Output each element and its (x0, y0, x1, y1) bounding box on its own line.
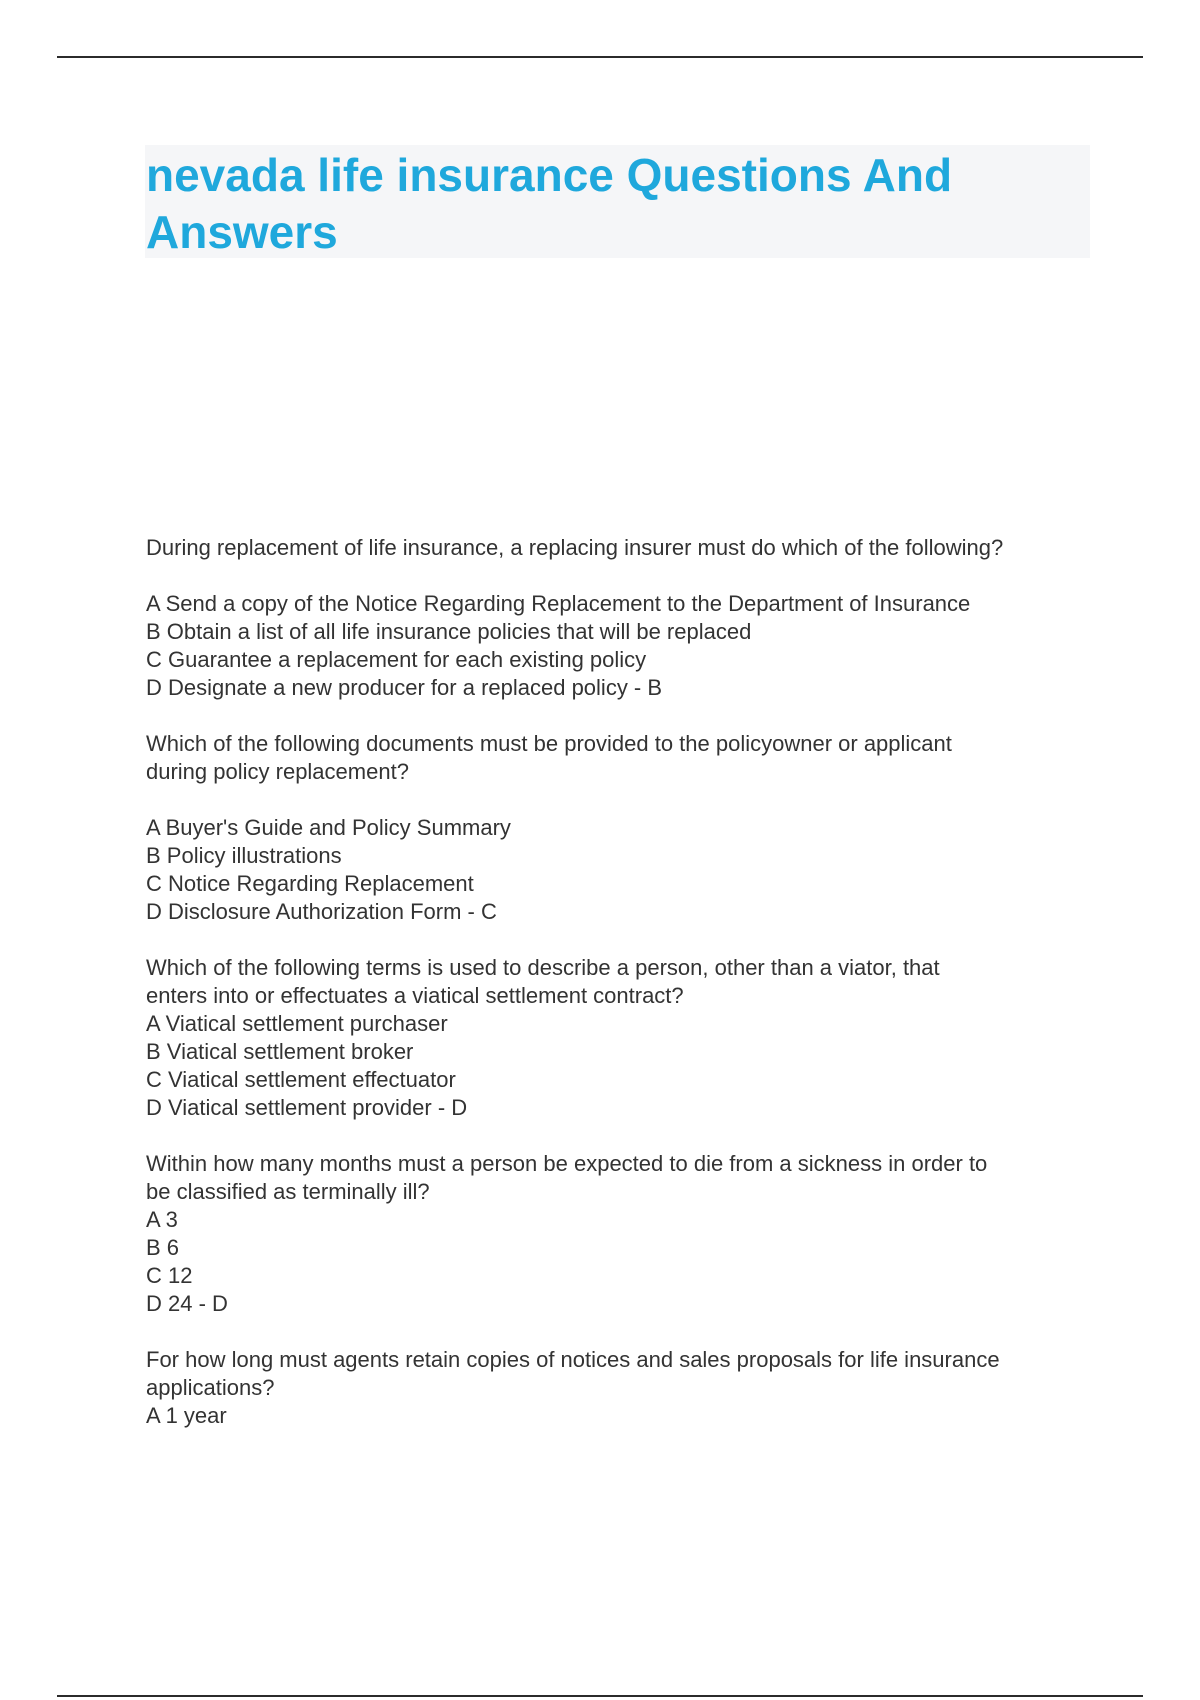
bottom-rule (57, 1695, 1143, 1697)
question-text (146, 730, 1106, 786)
question-line: enters into or effectuates a viatical settlement contract? (146, 983, 684, 1008)
answer-option: D Viatical settlement provider - D (146, 1095, 468, 1120)
question-list (146, 534, 1106, 1458)
question-text (146, 1150, 1106, 1206)
answer-option: A Send a copy of the Notice Regarding Replacement to the Department of Insurance (146, 591, 971, 616)
question-line: applications? (146, 1375, 275, 1400)
answer-option: A Viatical settlement purchaser (146, 1011, 448, 1036)
answer-option: A Buyer's Guide and Policy Summary (146, 815, 511, 840)
answer-option: D Designate a new producer for a replaced policy - B (146, 675, 663, 700)
answer-option: C 12 (146, 1263, 193, 1288)
answer-options (146, 1010, 1106, 1122)
answer-option: B 6 (146, 1235, 180, 1260)
question-line: Which of the following terms is used to describe a person, other than a viator, that (146, 955, 940, 980)
answer-option: B Obtain a list of all life insurance policies that will be replaced (146, 619, 752, 644)
answer-option: C Guarantee a replacement for each existing policy (146, 647, 647, 672)
question-item-1 (146, 534, 1106, 702)
answer-option: B Viatical settlement broker (146, 1039, 414, 1064)
question-line: be classified as terminally ill? (146, 1179, 430, 1204)
answer-option: A 3 (146, 1207, 178, 1232)
question-line: For how long must agents retain copies of notices and sales proposals for life insurance (146, 1347, 1000, 1372)
question-item-3 (146, 954, 1106, 1122)
answer-option: C Viatical settlement effectuator (146, 1067, 456, 1092)
answer-options (146, 814, 1106, 926)
answer-options (146, 1206, 1106, 1318)
answer-options (146, 1402, 1106, 1430)
question-text (146, 954, 1106, 1010)
answer-option: A 1 year (146, 1403, 227, 1428)
question-text: During replacement of life insurance, a replacing insurer must do which of the following? (146, 535, 1004, 560)
top-rule (57, 56, 1143, 58)
answer-option: D Disclosure Authorization Form - C (146, 899, 497, 924)
page-title: nevada life insurance Questions And Answers (146, 149, 953, 258)
question-item-5 (146, 1346, 1106, 1430)
answer-option: B Policy illustrations (146, 843, 342, 868)
answer-option: D 24 - D (146, 1291, 228, 1316)
question-line: Within how many months must a person be expected to die from a sickness in order to (146, 1151, 988, 1176)
question-text (146, 1346, 1106, 1402)
answer-option: C Notice Regarding Replacement (146, 871, 474, 896)
question-line: Which of the following documents must be provided to the policyowner or applicant (146, 731, 952, 756)
answer-options (146, 590, 1106, 702)
question-item-4 (146, 1150, 1106, 1318)
question-item-2 (146, 730, 1106, 926)
question-line: during policy replacement? (146, 759, 409, 784)
